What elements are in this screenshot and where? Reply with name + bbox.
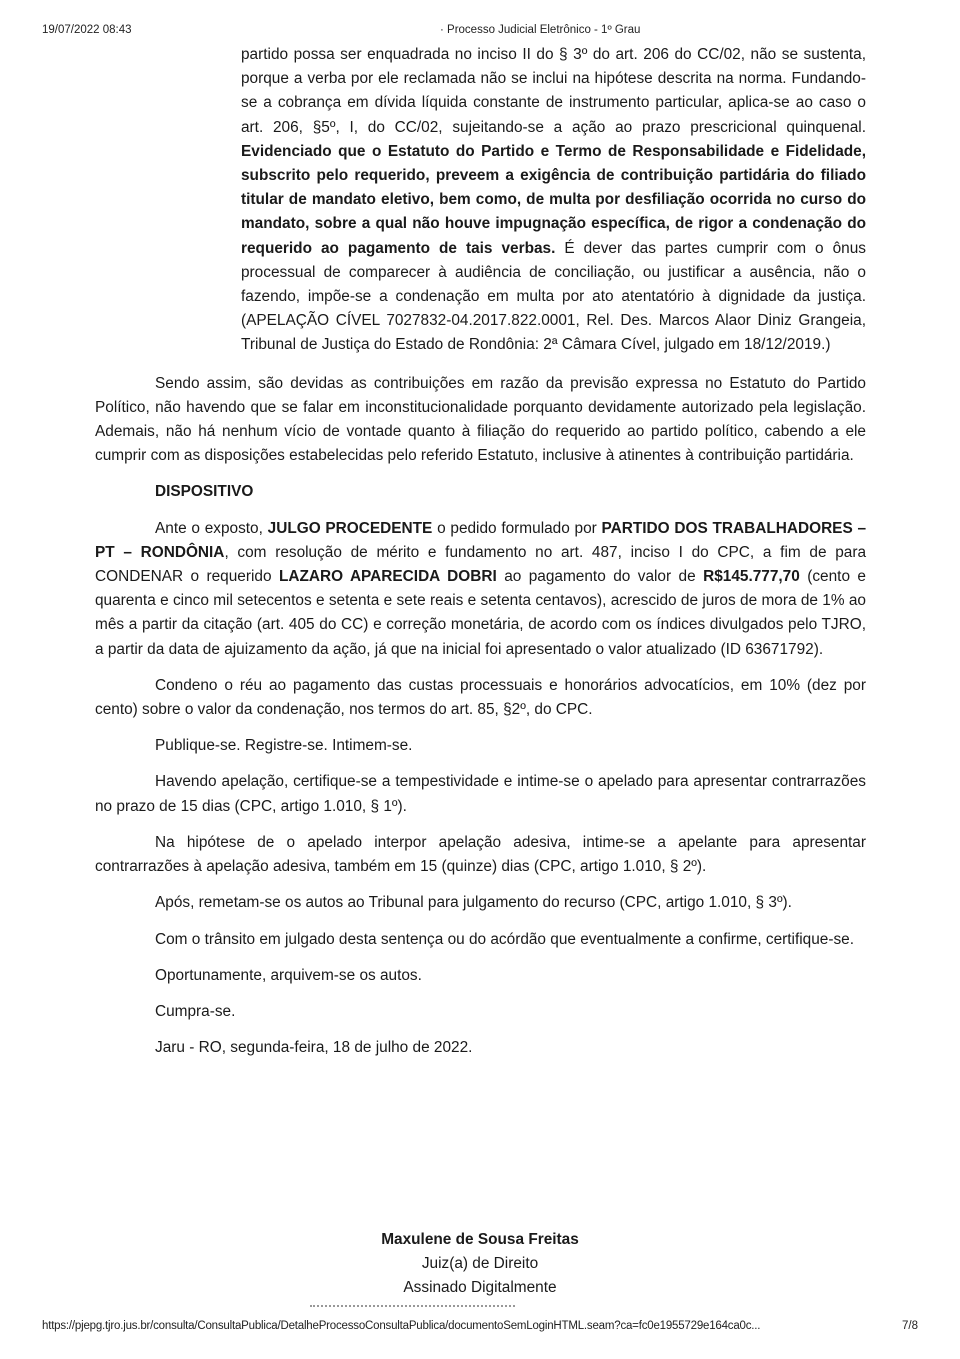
ruling-text-1: Ante o exposto, [155,519,268,537]
paragraph-condeno: Condeno o réu ao pagamento das custas processuais e honorários advocatícios, em 10% (dez por cento) sobre o valor da condenação, nos termos do art. 85, §2º, do CPC. [95,676,866,719]
ruling-amount: R$145.777,70 [703,568,800,586]
document-body [95,43,866,1060]
quote-text-2: É dever das partes cumprir com o ônus processual de comparecer à audiência de conciliação, ou justificar a ausência, não o fazendo, impõe-se a condenação em multa por ato atentatório à dignidade da justiça. (APELAÇÃO CÍVEL 7027832-04.2017.822.0001, Rel. Des. Marcos Alaor Diniz Grangeia, Tribunal de Justiça do Estado de Rondônia: 2ª Câmara Cível, julgado em 18/12/2019.) [241,239,866,354]
paragraph-oportunamente: Oportunamente, arquivem-se os autos. [155,966,422,984]
signer-name: Maxulene de Sousa Freitas [381,1231,579,1248]
signature-block [0,1228,960,1300]
section-heading-dispositivo: DISPOSITIVO [155,483,254,501]
paragraph-hipotese: Na hipótese de o apelado interpor apelação adesiva, intime-se a apelante para apresentar contrarrazões à apelação adesiva, também em 15 (quinze) dias (CPC, artigo 1.010, § 2º). [95,833,866,876]
ruling-plaintiff: PARTIDO DOS TRABALHADORES – PT – RONDÔNIA [95,519,867,561]
print-header-title: · Processo Judicial Eletrônico - 1º Grau [440,24,641,36]
paragraph-ruling [95,517,866,662]
print-footer-url: https://pjepg.tjro.jus.br/consulta/ConsultaPublica/DetalheProcessoConsultaPublica/documentoSemLoginHTML.seam?ca=fc0e1955729e164ca0c... [42,1320,761,1332]
ruling-text-5: (cento e quarenta e cinco mil setecentos e setenta e sete reais e setenta centavos), acrescido de juros de mora de 1% ao mês a partir da citação (art. 405 do CC) e correção monetária, de acordo com os índices divulgados pelo TJRO, a partir da data de ajuizamento da ação, já que na inicial foi apresentado o valor atualizado (ID 63671792). [95,568,866,658]
quote-bold-text: Evidenciado que o Estatuto do Partido e Termo de Responsabilidade e Fidelidade, subscrito pelo requerido, preveem a exigência de contribuição partidária do filiado titular de mandato eletivo, bem como, de multa por desfiliação ocorrida no curso do mandato, sobre a qual não houve impugnação específica, de rigor a condenação do requerido ao pagamento de tais verbas. [241,142,866,257]
signer-role: Juiz(a) de Direito [421,1255,539,1272]
ruling-verdict: JULGO PROCEDENTE [267,519,433,537]
paragraph-transito: Com o trânsito em julgado desta sentença ou do acórdão que eventualmente a confirme, certifique-se. [155,930,854,948]
page-number: 7/8 [902,1320,918,1332]
signature-status: Assinado Digitalmente [403,1279,557,1296]
paragraph-apos: Após, remetam-se os autos ao Tribunal para julgamento do recurso (CPC, artigo 1.010, § 3º). [155,894,792,912]
quote-text-1: partido possa ser enquadrada no inciso II do § 3º do art. 206 do CC/02, não se sustenta, porque a verba por ele reclamada não se inclui na hipótese descrita na norma. Fundando-se a cobrança em dívida líquida constante de instrumento particular, aplica-se ao caso o art. 206, §5º, I, do CC/02, sujeitando-se a ação ao prazo prescricional quinquenal. [241,46,866,136]
ruling-text-2: o pedido formulado por [432,519,602,537]
paragraph-local-data: Jaru - RO, segunda-feira, 18 de julho de 2022. [155,1039,473,1057]
paragraph-sendo-assim: Sendo assim, são devidas as contribuições em razão da previsão expressa no Estatuto do Partido Político, não havendo que se falar em inconstitucionalidade porquanto devidamente autorizado pela legislação. Ademais, não há nenhum vício de vontade quanto à filiação do requerido ao partido político, cabendo a ele cumprir com as disposições estabelecidas pelo referido Estatuto, inclusive à atinentes à contribuição partidária. [95,374,866,465]
quote-paragraph [241,43,866,358]
paragraph-cumpra: Cumpra-se. [155,1002,236,1020]
ruling-text-3: , com resolução de mérito e fundamento no art. 487, inciso I do CPC, a fim de para CONDENAR o requerido [95,543,867,586]
truncated-text-line [310,1305,515,1311]
ruling-defendant: LAZARO APARECIDA DOBRI [278,568,497,586]
jurisprudence-quote [241,43,866,358]
paragraph-publique: Publique-se. Registre-se. Intimem-se. [155,737,413,755]
paragraph-havendo: Havendo apelação, certifique-se a tempestividade e intime-se o apelado para apresentar contrarrazões no prazo de 15 dias (CPC, artigo 1.010, § 1º). [95,773,866,815]
ruling-text-4: ao pagamento do valor de [496,568,704,586]
print-datetime: 19/07/2022 08:43 [42,24,132,36]
